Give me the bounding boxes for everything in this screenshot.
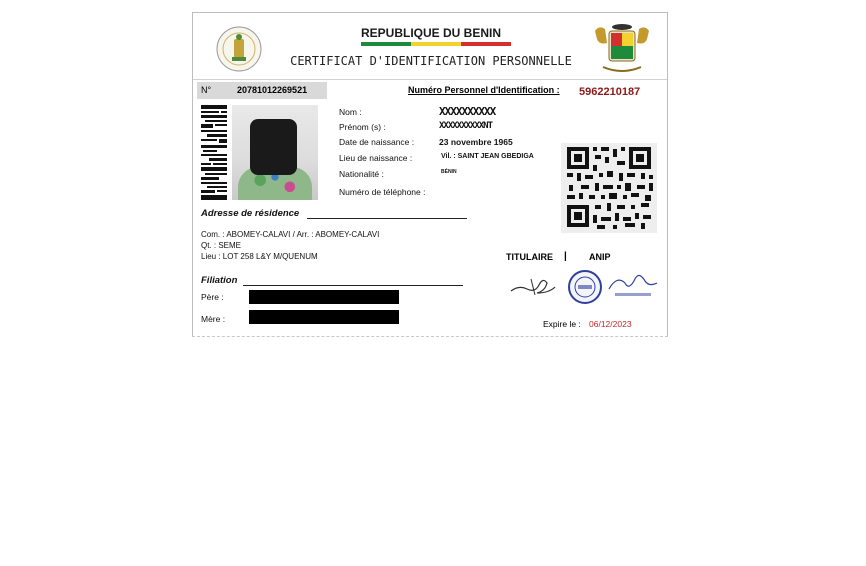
barcode-icon [201,105,227,200]
flag-stripe [361,42,511,46]
telephone-label: Numéro de téléphone : [339,187,426,197]
coat-of-arms-icon [589,21,655,77]
qr-code-icon [561,143,657,233]
signature-separator: | [564,251,567,262]
pob-label: Lieu de naissance : [339,153,413,163]
identity-certificate-card [192,12,668,337]
prenom-label: Prénom (s) : [339,122,386,132]
residence-underline [307,218,467,219]
director-signature-icon [605,269,659,303]
filiation-underline [243,285,463,286]
number-box [197,82,327,99]
expiry-value: 06/12/2023 [589,319,632,329]
flag-green [361,42,411,46]
pob-value: Vil. : SAINT JEAN GBEDIGA [441,153,534,160]
prenom-value: XXXXXXXXXXNT [439,121,493,131]
residence-title: Adresse de résidence [201,208,300,219]
number-label: N° [201,85,212,95]
nationalite-value: BÉNIN [441,169,457,175]
certificate-title: CERTIFICAT D'IDENTIFICATION PERSONNELLE [290,54,572,68]
flag-red [461,42,511,46]
official-stamp-icon [567,269,603,305]
filiation-title: Filiation [201,275,238,286]
residence-line-2: Qt. : SEME [201,241,242,250]
header-divider [193,79,668,80]
nom-label: Nom : [339,107,362,117]
photo-redacted-face [250,119,297,175]
nom-value: XXXXXXXXXX [439,105,496,118]
mere-label: Mère : [201,314,226,324]
dob-value: 23 novembre 1965 [439,137,513,147]
holder-photo [232,105,318,200]
number-value: 20781012269521 [237,85,308,95]
anip-label: ANIP [589,252,611,262]
dob-label: Date de naissance : [339,137,415,147]
npi-label: Numéro Personnel d'Identification : [408,85,560,95]
npi-value: 5962210187 [579,86,641,98]
mere-redacted [249,310,399,324]
residence-line-1: Com. : ABOMEY-CALAVI / Arr. : ABOMEY-CALAVI [201,230,380,239]
pere-redacted [249,290,399,304]
titulaire-label: TITULAIRE [506,252,553,262]
expiry-label: Expire le : [543,319,581,329]
country-title: REPUBLIQUE DU BENIN [360,26,501,40]
pere-label: Père : [201,292,224,302]
holder-signature-icon [509,273,557,299]
flag-yellow [411,42,461,46]
residence-line-3: Lieu : LOT 258 L&Y M/QUENUM [201,252,318,261]
nationalite-label: Nationalité : [339,169,384,179]
